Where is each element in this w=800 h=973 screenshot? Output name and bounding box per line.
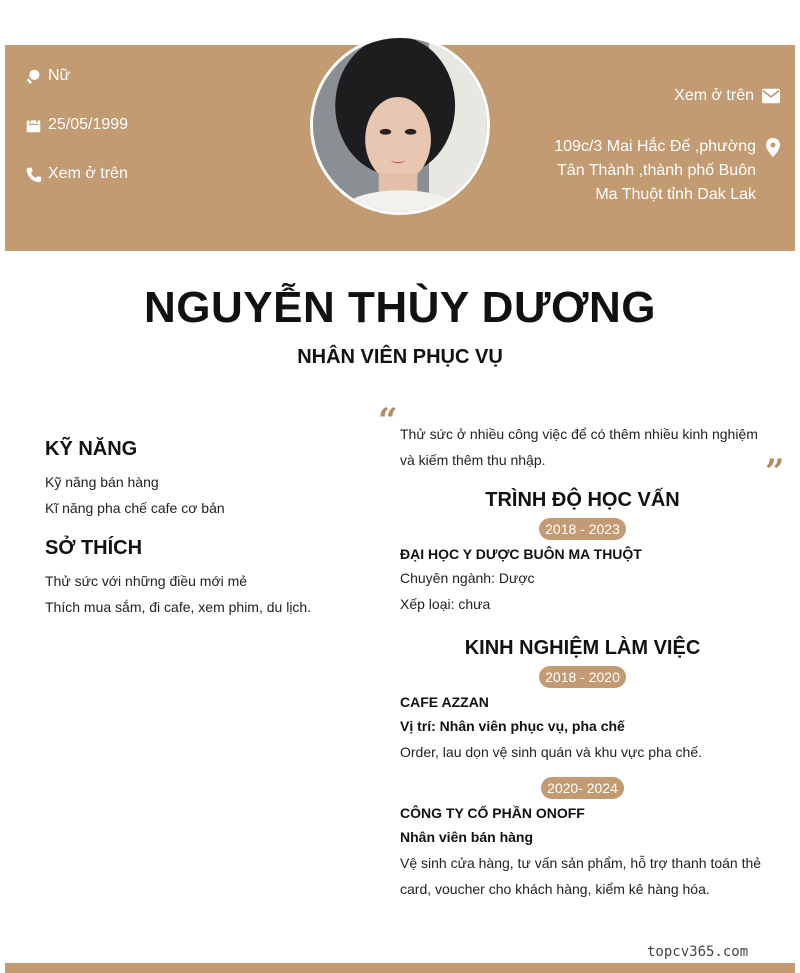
hobby-item: Thử sức với những điều mới mẻ: [45, 573, 248, 589]
address-value: 109c/3 Mai Hắc Đế ,phường Tân Thành ,thành phố Buôn Ma Thuột tỉnh Dak Lak: [554, 138, 756, 203]
experience-section: [400, 637, 765, 902]
skill-item: Kỹ năng bán hàng: [45, 474, 159, 490]
birthday-value: 25/05/1999: [48, 116, 129, 133]
job-position: NHÂN VIÊN PHỤC VỤ: [297, 346, 503, 368]
job-entry: [400, 777, 765, 902]
email-value: Xem ở trên: [674, 87, 754, 104]
job-period-badge: 2020- 2024: [541, 777, 624, 799]
school-name: ĐẠI HỌC Y DƯỢC BUÔN MA THUỘT: [400, 546, 642, 562]
education-period-badge: 2018 - 2023: [539, 518, 626, 540]
company-name: CAFE AZZAN: [400, 694, 489, 710]
skills-title: KỸ NĂNG: [45, 438, 138, 460]
job-role: Nhân viên bán hàng: [400, 829, 534, 845]
envelope-icon: [762, 88, 780, 104]
email-row: [546, 86, 780, 106]
education-section: [400, 489, 765, 617]
phone-value: Xem ở trên: [48, 165, 128, 182]
job-description: Vệ sinh cửa hàng, tư vấn sản phẩm, hỗ trợ thanh toán thẻ card, voucher cho khách hàng, kiểm kê hàng hóa.: [400, 855, 762, 897]
job-description: Order, lau dọn vệ sinh quán và khu vực pha chế.: [400, 744, 703, 760]
career-objective: Thử sức ở nhiều công việc để có thêm nhiều kinh nghiệm và kiếm thêm thu nhập.: [400, 426, 758, 468]
job-role: Vị trí: Nhân viên phục vụ, pha chế: [400, 718, 625, 734]
education-title: TRÌNH ĐỘ HỌC VẤN: [485, 489, 680, 511]
skill-item: Kĩ năng pha chế cafe cơ bản: [45, 500, 225, 516]
birthday-row: [24, 115, 128, 135]
job-entry: [400, 666, 765, 765]
calendar-icon: [24, 116, 42, 134]
map-pin-icon: [766, 138, 780, 157]
gender-value: Nữ: [48, 67, 71, 84]
personal-info: [24, 66, 128, 213]
phone-row: [24, 164, 128, 184]
quote-close-icon: ”: [765, 452, 785, 492]
left-column: [45, 438, 365, 620]
full-name: NGUYỄN THÙY DƯƠNG: [144, 283, 656, 332]
job-period-badge: 2018 - 2020: [539, 666, 626, 688]
watermark: topcv365.com: [647, 944, 749, 960]
quote-open-icon: “: [378, 401, 398, 441]
avatar: [310, 35, 490, 215]
education-grade: Xếp loại: chưa: [400, 596, 491, 612]
gender-icon: [24, 67, 42, 85]
contact-info: [546, 86, 780, 207]
footer-band: [5, 963, 795, 973]
hobby-item: Thích mua sắm, đi cafe, xem phim, du lịch.: [45, 599, 312, 615]
gender-row: [24, 66, 128, 86]
hobbies-title: SỞ THÍCH: [45, 537, 143, 559]
company-name: CÔNG TY CỔ PHẦN ONOFF: [400, 805, 585, 821]
address-row: [546, 135, 780, 207]
experience-title: KINH NGHIỆM LÀM VIỆC: [464, 637, 701, 659]
education-major: Chuyên ngành: Dược: [400, 570, 535, 586]
phone-icon: [24, 165, 42, 183]
